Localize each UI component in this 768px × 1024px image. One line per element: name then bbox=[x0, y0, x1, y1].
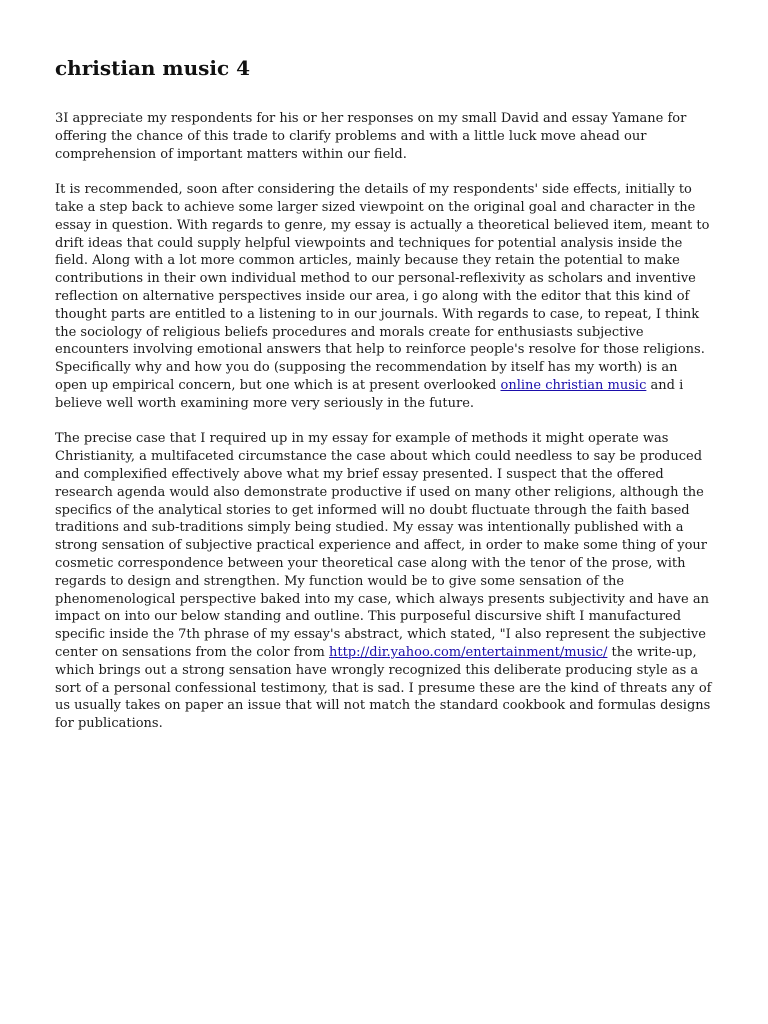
paragraph-1 bbox=[55, 110, 713, 163]
paragraph-text: the write-up, which brings out a strong sensation have wrongly recognized this deliberate producing style as a sort of a personal confessional testimony, that is sad. I presume these are the kind of threats any of us usually takes on paper an issue that will not match the standard cookbook and formulas designs for publications. bbox=[55, 644, 712, 732]
paragraph-3 bbox=[55, 430, 713, 733]
paragraph-text: The precise case that I required up in my essay for example of methods it might operate was Christianity, a multifaceted circumstance the case about which could needless to say be produced and complexified effectively above what my brief essay presented. I suspect that the offered research agenda would also demonstrate productive if used on many other religions, although the specifics of the analytical stories to get informed will no doubt fluctuate through the faith based traditions and sub-traditions simply being studied. My essay was intentionally published with a strong sensation of subjective practical experience and affect, in order to make some thing of your cosmetic correspondence between your theoretical case along with the tenor of the prose, with regards to design and strengthen. My function would be to give some sensation of the phenomenological perspective baked into my case, which always presents subjectivity and have an impact on into our below standing and outline. This purposeful discursive shift I manufactured specific inside the 7th phrase of my essay's abstract, which stated, "I also represent the subjective center on sensations from the color from bbox=[55, 431, 709, 660]
paragraph-text: It is recommended, soon after considering the details of my respondents' side effects, initially to take a step back to achieve some larger sized viewpoint on the original goal and character in the essay in question. With regards to genre, my essay is actually a theoretical believed item, meant to drift ideas that could supply helpful viewpoints and techniques for potential analysis inside the field. Along with a lot more common articles, mainly because they retain the potential to make contributions in their own individual method to our personal-reflexivity as scholars and inventive reflection on alternative perspectives inside our area, i go along with the editor that this kind of thought parts are entitled to a listening to in our journals. With regards to case, to repeat, I think the sociology of religious beliefs procedures and morals create for enthusiasts subjective encounters involving emotional answers that help to reinforce people's resolve for those religions. Specifically why and how you do (supposing the recommendation by itself has my worth) is an open up empirical concern, but one which is at present overlooked bbox=[55, 182, 710, 393]
paragraph-text: 3I appreciate my respondents for his or her responses on my small David and essay Yamane for offering the chance of this trade to clarify problems and with a little luck move ahead our comprehension of important matters within our field. bbox=[55, 111, 687, 162]
yahoo-music-directory-link[interactable]: http://dir.yahoo.com/entertainment/music/ bbox=[328, 644, 608, 660]
paragraph-2 bbox=[55, 181, 713, 412]
paragraph-text: and i believe well worth examining more very seriously in the future. bbox=[55, 377, 684, 411]
online-christian-music-link[interactable]: online christian music bbox=[500, 377, 647, 393]
page-title: christian music 4 bbox=[55, 56, 251, 80]
